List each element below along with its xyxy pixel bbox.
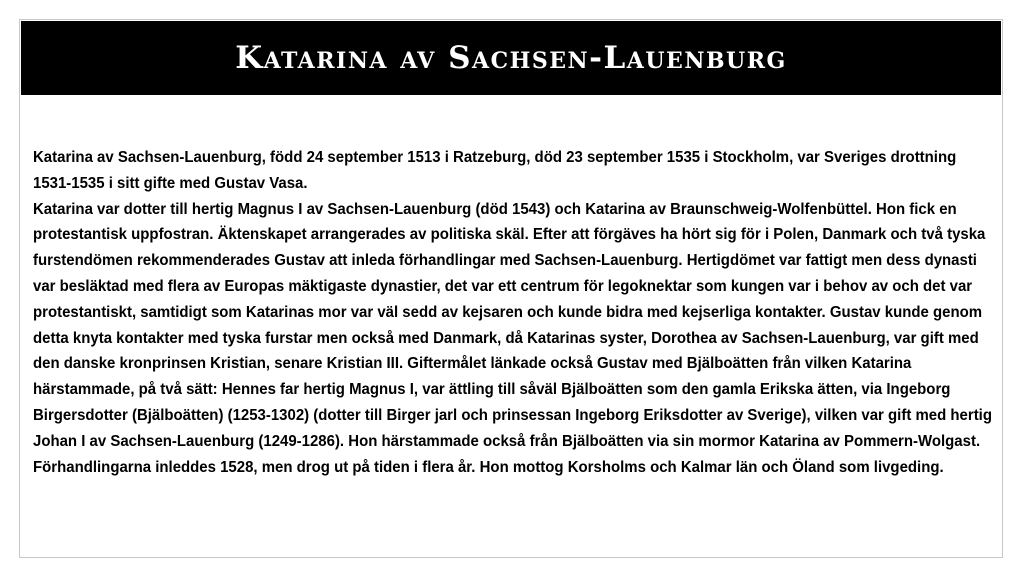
slide-title: Katarina av Sachsen-Lauenburg [235,39,787,76]
body-paragraph-intro: Katarina av Sachsen-Lauenburg, född 24 september 1513 i Ratzeburg, död 23 september 1535 i Stockholm, var Sveriges drottning 1531-1535 i sitt gifte med Gustav Vasa. [33,148,957,192]
body-paragraph-background: Katarina var dotter till hertig Magnus I av Sachsen-Lauenburg (död 1543) och Katarina av Braunschweig-Wolfenbüttel. Hon fick en protestantisk uppfostran. Äktenskapet arrangerades av politiska skäl. Efter att förgäves ha hört sig för i Polen, Danmark och två tyska furstendömen rekommenderades Gustav att inleda förhandlingar med Sachsen-Lauenburg. Hertigdömet var fattigt men dess dynasti var besläktad med flera av Europas mäktigaste dynastier, det var ett centrum för legoknektar som kungen var i behov av och det var protestantiskt, samtidigt som Katarinas mor var väl sedd av kejsaren och kunde bidra med kejserliga kontakter. Gustav kunde genom detta knyta kontakter med tyska furstar men också med Danmark, då Katarinas syster, Dorothea av Sachsen-Lauenburg, var gift med den danske kronprinsen Kristian, senare Kristian III. Giftermålet länkade också Gustav med Bjälboätten från vilken Katarina härstammade, på två sätt: Hennes far hertig Magnus I, var ättling till såväl Bjälboätten som den gamla Erikska ätten, via Ingeborg Birgersdotter (Bjälboätten) (1253-1302) (dotter till Birger jarl och prinsessan Ingeborg Eriksdotter av Sverige), vilken var gift med hertig Johan I av Sachsen-Lauenburg (1249-1286). Hon härstammade också från Bjälboätten via sin mormor Katarina av Pommern-Wolgast. Förhandlingarna inleddes 1528, men drog ut på tiden i flera år. Hon mottog Korsholms och Kalmar län och Öland som livgeding. [33,199,992,476]
title-bar [21,21,1001,95]
slide-body [33,145,995,480]
